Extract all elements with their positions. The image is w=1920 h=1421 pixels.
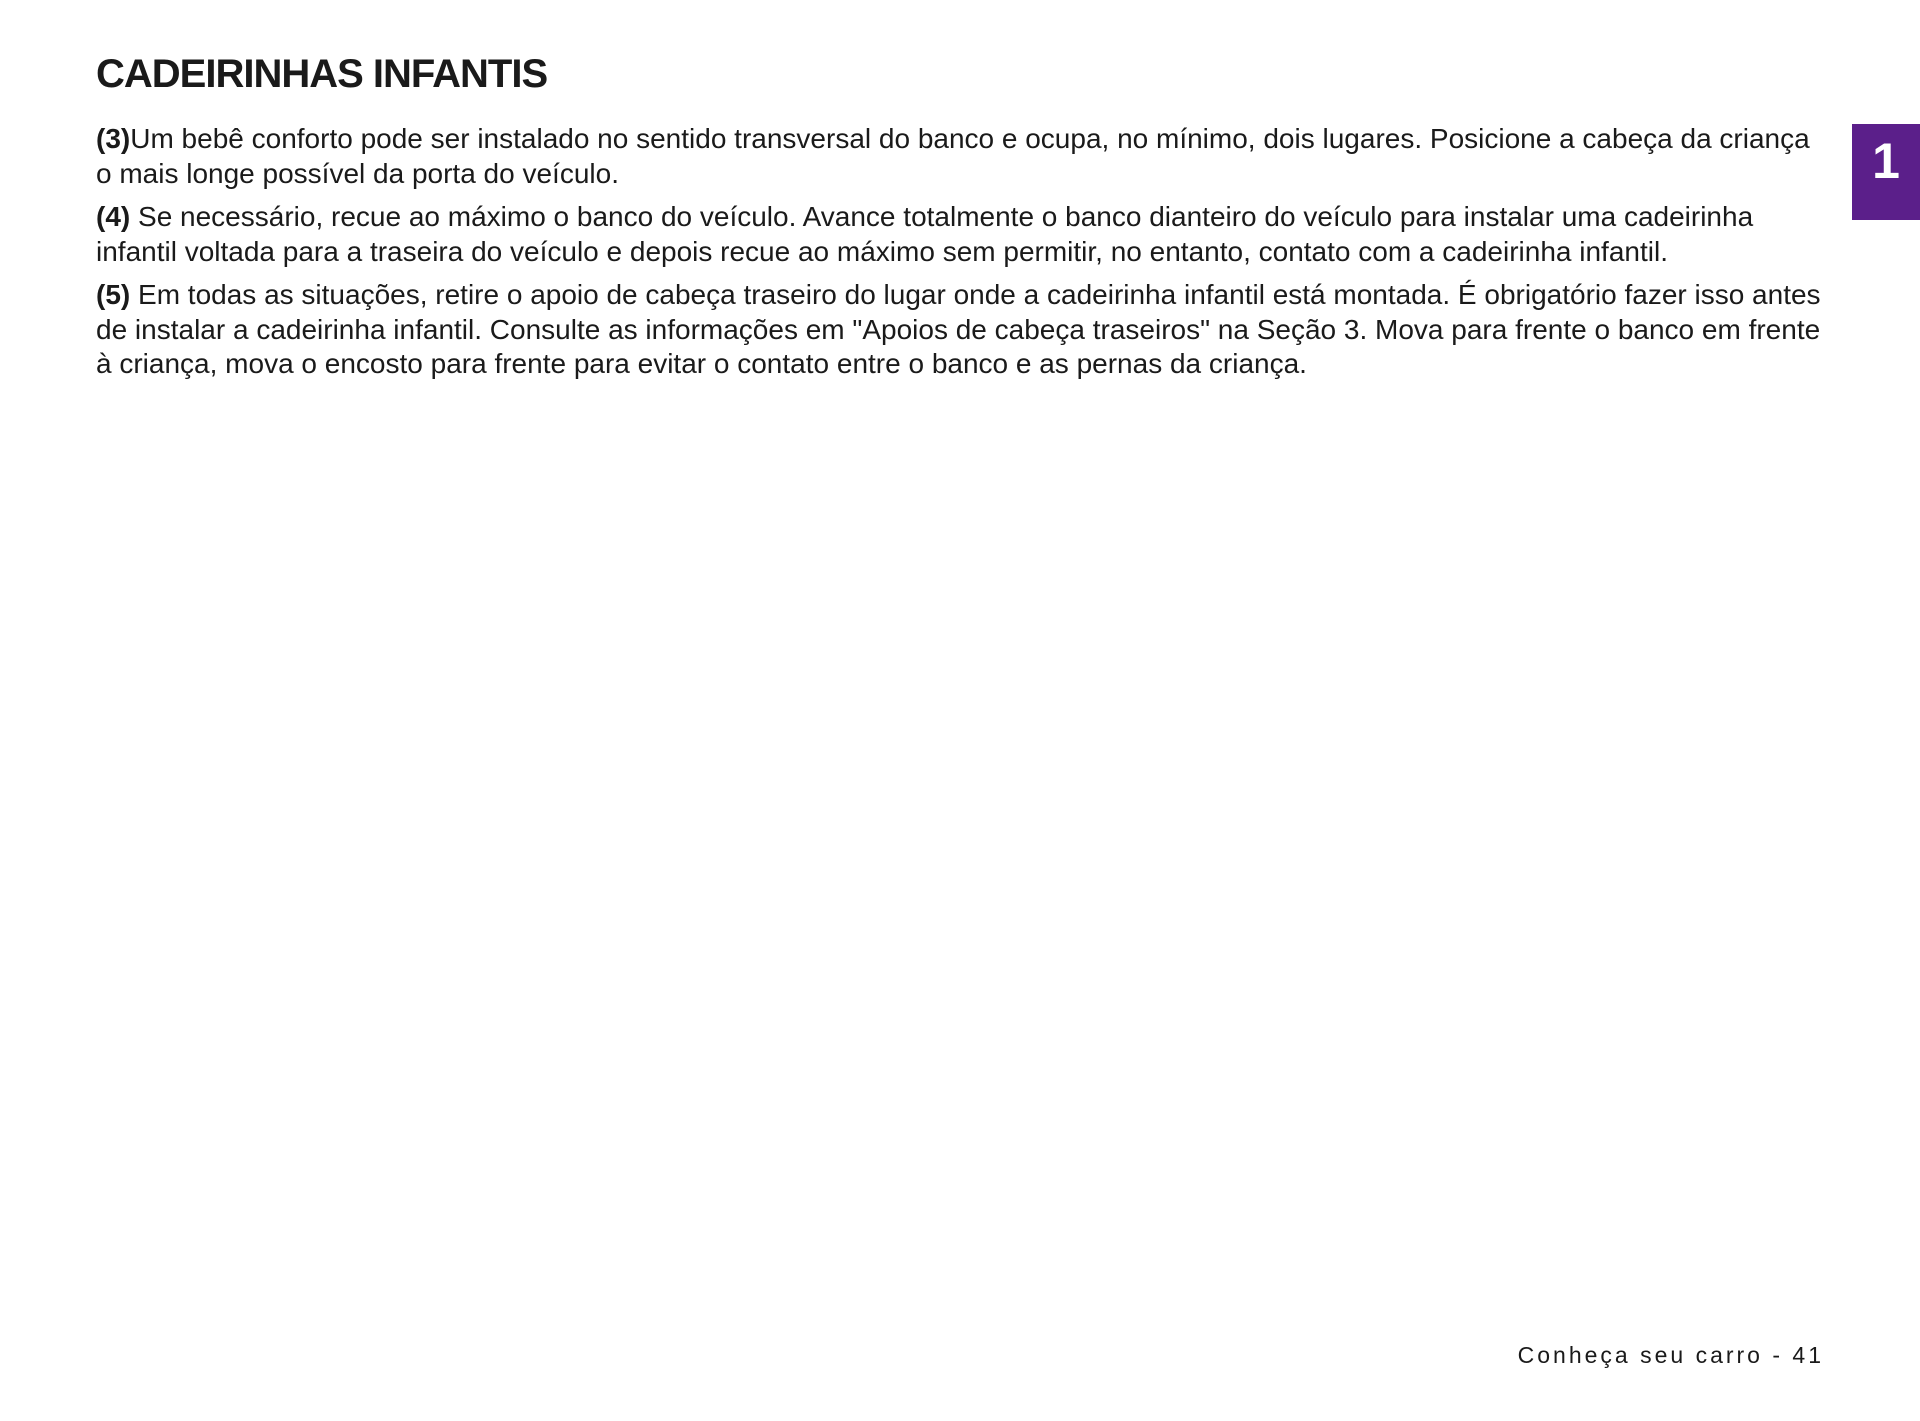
- page-footer: Conheça seu carro - 41: [1517, 1342, 1824, 1368]
- chapter-tab: [1852, 124, 1920, 220]
- paragraph-text: Em todas as situações, retire o apoio de cabeça traseiro do lugar onde a cadeirinha infantil está montada. É obrigatório fazer isso antes de instalar a cadeirinha infantil. Consulte as informações em "Apoios de cabeça traseiros" na Seção 3. Mova para frente o banco em frente à criança, mova o encosto para frente para evitar o contato entre o banco e as pernas da criança.: [96, 279, 1821, 379]
- paragraph-text: Se necessário, recue ao máximo o banco do veículo. Avance totalmente o banco dianteiro do veículo para instalar uma cadeirinha infantil voltada para a traseira do veículo e depois recue ao máximo sem permitir, no entanto, contato com a cadeirinha infantil.: [96, 201, 1754, 267]
- paragraph-5: [96, 278, 1826, 382]
- paragraph-number: (3): [96, 123, 131, 154]
- body-text: [96, 122, 1826, 391]
- paragraph-3: [96, 122, 1826, 191]
- chapter-number: 1: [1872, 133, 1900, 189]
- paragraph-number: (4): [96, 201, 131, 232]
- paragraph-number: (5): [96, 279, 131, 310]
- paragraph-4: [96, 200, 1826, 269]
- paragraph-text: Um bebê conforto pode ser instalado no sentido transversal do banco e ocupa, no mínimo, dois lugares. Posicione a cabeça da criança o mais longe possível da porta do veículo.: [96, 123, 1810, 189]
- page-title: CADEIRINHAS INFANTIS: [96, 52, 548, 96]
